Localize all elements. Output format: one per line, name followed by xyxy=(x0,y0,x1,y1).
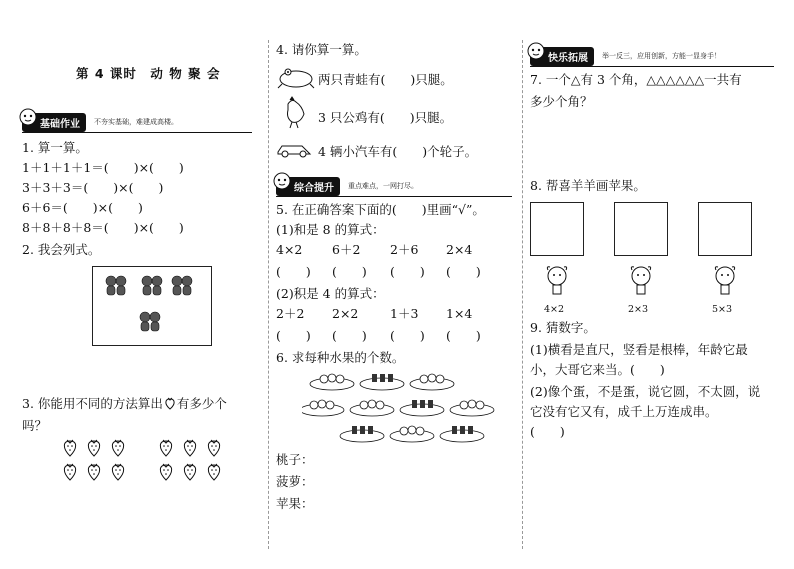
q9-line: (2)像个蛋，不是蛋，说它圆，不太圆，说 xyxy=(530,384,761,399)
answer-blank[interactable]: ( ) xyxy=(390,328,425,343)
question-9: 9. 猜数字。 xyxy=(530,320,596,335)
q5-option: 2＋6 xyxy=(390,242,419,257)
question-3: 3. 你能用不同的方法算出 有多少个 xyxy=(22,396,227,411)
drawing-box[interactable] xyxy=(698,202,752,256)
q9-line: 它没有它又有，成千上万连成串。 xyxy=(530,404,718,419)
monkey-picture-frame xyxy=(92,266,212,346)
column-divider xyxy=(522,40,523,549)
answer-blank[interactable]: ( ) xyxy=(332,264,367,279)
question-7-end: 多少个角？ xyxy=(530,94,593,109)
monkey-group-icon xyxy=(93,267,211,345)
q5-option: 4×2 xyxy=(276,242,303,257)
q5-option: 1×4 xyxy=(446,306,473,321)
answer-blank[interactable]: ( ) xyxy=(276,264,311,279)
sheep-icon xyxy=(544,264,570,296)
sheep-icon xyxy=(628,264,654,296)
section-label: 综合提升 xyxy=(294,182,334,194)
section-label: 快乐拓展 xyxy=(548,52,588,64)
question-3-end: 吗？ xyxy=(22,418,48,433)
question-4: 4. 请你算一算。 xyxy=(276,42,367,57)
car-icon xyxy=(276,140,312,158)
rooster-icon xyxy=(278,96,312,130)
q5-option: 1＋3 xyxy=(390,306,419,321)
question-6: 6. 求每种水果的个数。 xyxy=(276,350,405,365)
strawberries-icon xyxy=(62,436,252,486)
drawing-box[interactable] xyxy=(530,202,584,256)
column-middle xyxy=(276,36,516,555)
q9-line: 小，大哥它来当。( ) xyxy=(530,362,665,377)
question-5: 5. 在正确答案下面的( )里画“√”。 xyxy=(276,202,485,217)
answer-blank[interactable]: ( ) xyxy=(446,328,481,343)
q1-line: 8＋8＋8＋8＝( )×( ) xyxy=(22,220,184,235)
q4-line: 3 只公鸡有( )只腿。 xyxy=(318,110,453,125)
answer-blank[interactable]: ( ) xyxy=(390,264,425,279)
sheep-icon xyxy=(712,264,738,296)
answer-blank[interactable]: ( ) xyxy=(446,264,481,279)
fruit-apple-label: 苹果： xyxy=(276,496,314,511)
q4-line: 两只青蛙有( )只腿。 xyxy=(318,72,453,87)
fruit-plates-icon xyxy=(302,366,502,446)
q8-label: 4×2 xyxy=(544,304,565,315)
q5-option: 2×2 xyxy=(332,306,359,321)
question-7: 7. 一个△有 3 个角，△△△△△△一共有 xyxy=(530,72,742,87)
monkey-mascot-icon xyxy=(272,171,292,191)
answer-blank[interactable]: ( ) xyxy=(530,424,565,439)
section-label: 基础作业 xyxy=(40,118,80,130)
q1-line: 1＋1＋1＋1＝( )×( ) xyxy=(22,160,184,175)
lesson-title: 第 4 课时 动 物 聚 会 xyxy=(76,66,221,81)
question-1: 1. 算一算。 xyxy=(22,140,88,155)
q1-line: 3＋3＋3＝( )×( ) xyxy=(22,180,164,195)
drawing-box[interactable] xyxy=(614,202,668,256)
q5-option: 2×4 xyxy=(446,242,473,257)
q5-sub-2: (2)积是 4 的算式： xyxy=(276,286,385,301)
section-banner-comprehensive xyxy=(276,176,512,196)
strawberry-icon xyxy=(163,396,177,410)
column-divider xyxy=(268,40,269,549)
q5-option: 2＋2 xyxy=(276,306,305,321)
answer-blank[interactable]: ( ) xyxy=(332,328,367,343)
monkey-mascot-icon xyxy=(18,107,38,127)
frog-icon xyxy=(276,64,316,90)
answer-blank[interactable]: ( ) xyxy=(276,328,311,343)
q8-label: 2×3 xyxy=(628,304,649,315)
section-slogan: 举一反三，应用创新，方能一显身手！ xyxy=(602,52,721,60)
q5-option: 6＋2 xyxy=(332,242,361,257)
q8-label: 5×3 xyxy=(712,304,733,315)
q5-sub-1: (1)和是 8 的算式： xyxy=(276,222,385,237)
column-left xyxy=(22,36,262,555)
section-slogan: 重点难点，一网打尽。 xyxy=(348,182,418,190)
column-right xyxy=(530,36,778,555)
section-banner-extension xyxy=(530,46,774,66)
question-8: 8. 帮喜羊羊画苹果。 xyxy=(530,178,646,193)
q1-line: 6＋6＝( )×( ) xyxy=(22,200,143,215)
fruit-peach-label: 桃子： xyxy=(276,452,314,467)
section-banner-basic xyxy=(22,112,252,132)
section-slogan: 不夯实基础，难建成高楼。 xyxy=(94,118,178,126)
monkey-mascot-icon xyxy=(526,41,546,61)
fruit-pineapple-label: 菠萝： xyxy=(276,474,314,489)
q4-line: 4 辆小汽车有( )个轮子。 xyxy=(318,144,478,159)
q9-line: (1)横看是直尺，竖看是根棒，年龄它最 xyxy=(530,342,748,357)
question-2: 2. 我会列式。 xyxy=(22,242,101,257)
